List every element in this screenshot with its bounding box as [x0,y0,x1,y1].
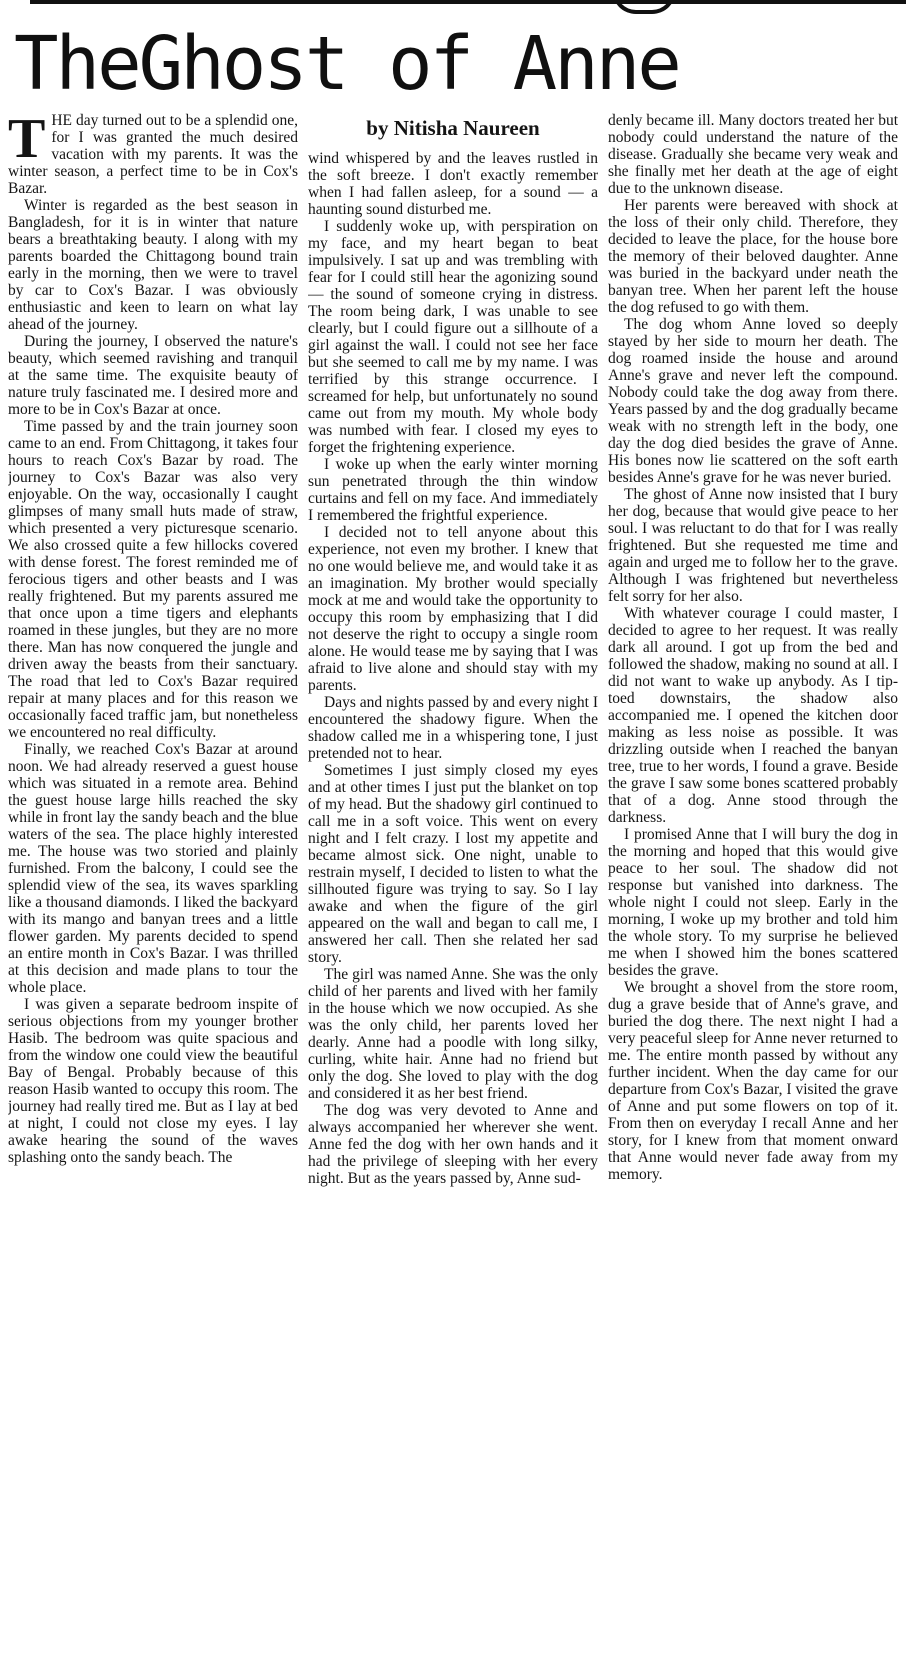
paragraph: I was given a separate bedroom inspite of serious objections from my younger brother Hasib. The bedroom was quite spacious and from the window one could view the beautiful Bay of Bengal. Probably because of this reason Hasib wanted to occupy this room. The journey had really tired me. But as I lay at bed at night, I could not close my eyes. I lay awake hearing the sound of the waves splashing onto the sandy beach. The [8,996,298,1166]
paragraph: Sometimes I just simply closed my eyes and at other times I just put the blanket on top of my head. But the shadowy girl continued to call me in a soft voice. This went on every night and I felt crazy. I lost my appetite and became almost sick. One night, unable to restrain myself, I decided to listen to what the sillhouted figure was trying to say. So I lay awake and when the figure of the girl appeared on the wall and began to call me, I answered her call. Then she related her sad story. [308,762,598,966]
paragraph: Days and nights passed by and every night I encountered the shadowy figure. When the shadow called me in a whispering tone, I just pretended not to hear. [308,694,598,762]
paragraph: denly became ill. Many doctors treated her but nobody could understand the nature of the disease. Gradually she became very weak and she finally met her death at the age of eight due to the unknown disease. [608,112,898,197]
paragraph: Time passed by and the train journey soon came to an end. From Chittagong, it takes four hours to reach Cox's Bazar by road. The journey to Cox's Bazar was also very enjoyable. On the way, occasionally I caught glimpses of many small huts made of straw, which presented a very picturesque scenario. We also crossed quite a few hillocks covered with dense forest. The forest reminded me of ferocious tigers and other beasts and I was really frightened. But my parents assured me that once upon a time tigers and elephants roamed in these jungles, but they are no more there. Man has now conquered the jungle and driven away the beasts from their sanctuary. The road that led to Cox's Bazar required repair at many places and for this reason we occasionally faced traffic jam, but nonetheless we encountered no real difficulty. [8,418,298,741]
column-3 [608,112,898,1652]
headline: TheGhost of Anne [14,21,679,107]
paragraph: The girl was named Anne. She was the only child of her parents and lived with her family in the house which we now occupied. As she was the only child, her parents loved her dearly. Anne had a poodle with long silky, curling, white hair. Anne had no friend but only the dog. She loved to play with the dog and considered it as her best friend. [308,966,598,1102]
paragraph: The dog was very devoted to Anne and always accompanied her wherever she went. Anne fed the dog with her own hands and it had the privilege of sleeping with her every night. But as the years passed by, Anne sud- [308,1102,598,1187]
paragraph: wind whispered by and the leaves rustled in the soft breeze. I don't exactly remember when I had fallen asleep, for a sound — a haunting sound disturbed me. [308,150,598,218]
drop-cap: T [8,112,46,170]
byline: by Nitisha Naureen [366,116,540,140]
paragraph: We brought a shovel from the store room, dug a grave beside that of Anne's grave, and buried the dog there. The next night I had a very peaceful sleep for Anne never returned to me. The entire month passed by without any further incident. When the day came for our departure from Cox's Bazar, I visited the grave of Anne and put some flowers on top of it. From then on everyday I recall Anne and her story, for I knew from that moment onward that Anne would never fade away from my memory. [608,979,898,1183]
paragraph: The ghost of Anne now insisted that I bury her dog, because that would give peace to her soul. I was reluctant to do that for I was really frightened. But she requested me time and again and urged me to follow her to the grave. Although I was frightened but nevertheless felt sorry for her also. [608,486,898,605]
paragraph: I decided not to tell anyone about this experience, not even my brother. I knew that no one would believe me, and would take it as an imagination. My brother would specially mock at me and would take the opportunity to occupy this room by emphasizing that I did not deserve the right to occupy a single room alone. He would tease me by saying that I was afraid to live alone and should stay with my parents. [308,524,598,694]
paragraph: I woke up when the early winter morning sun penetrated through the thin window curtains and fell on my face. And immediately I remembered the frightful experience. [308,456,598,524]
article-columns [8,112,906,1652]
top-rule [30,0,906,4]
paragraph: During the journey, I observed the nature's beauty, which seemed ravishing and tranquil at the same time. The exquisite beauty of nature truly fascinated me. I desired more and more to be in Cox's Bazar at once. [8,333,298,418]
paragraph-text: HE day turned out to be a splendid one, for I was granted the much desired vacation with my parents. It was the winter season, a perfect time to be in Cox's Bazar. [8,112,298,197]
paragraph: I promised Anne that I will bury the dog in the morning and hoped that this would give peace to her soul. The shadow did not response but vanished into darkness. The whole night I could not sleep. Early in the morning, I woke up my brother and told him the whole story. To my surprise he believed me when I showed him the bones scattered besides the grave. [608,826,898,979]
paragraph: Winter is regarded as the best season in Bangladesh, for it is in winter that nature bears a breathtaking beauty. I along with my parents boarded the Chittagong bound train early in the morning, then we were to travel by car to Cox's Bazar. I was obviously enthusiastic and keen to learn on what lay ahead of the journey. [8,197,298,333]
paragraph [8,112,298,197]
top-ornament [612,0,676,14]
paragraph: The dog whom Anne loved so deeply stayed by her side to mourn her death. The dog roamed inside the house and around Anne's grave and never left the compound. Nobody could take the dog away from there. Years passed by and the dog gradually became weak with no strength left in the body, one day the dog died besides the grave of Anne. His bones now lie scattered on the soft earth besides Anne's grave for he was never buried. [608,316,898,486]
column-2 [308,112,598,1652]
paragraph: Her parents were bereaved with shock at the loss of their only child. Therefore, they decided to leave the place, for the house bore the memory of their beloved daughter. Anne was buried in the backyard under neath the banyan tree. When her parent left the house the dog refused to go with them. [608,197,898,316]
column-1 [8,112,298,1652]
paragraph: I suddenly woke up, with perspiration on my face, and my heart began to beat impulsively. I sat up and was trembling with fear for I could still hear the agonizing sound — the sound of someone crying in distress. The room being dark, I was unable to see clearly, but I could figure out a sillhoute of a girl against the wall. I could not see her face but she seemed to call me by my name. I was terrified by this strange occurrence. I screamed for help, but unfortunately no sound came out from my mouth. My whole body was numbed with fear. I closed my eyes to forget the frightening experience. [308,218,598,456]
paragraph: Finally, we reached Cox's Bazar at around noon. We had already reserved a guest house which was situated in a remote area. Behind the guest house large hills reached the sky while in front lay the sandy beach and the blue waters of the sea. The place highly interested me. The house was two storied and plainly furnished. From the balcony, I could see the splendid view of the sea, its waves sparkling like a thousand diamonds. I liked the backyard with its mango and banyan trees and a little flower garden. My parents decided to spend an entire month in Cox's Bazar. I was thrilled at this decision and made plans to tour the whole place. [8,741,298,996]
paragraph: With whatever courage I could master, I decided to agree to her request. It was really dark all around. I got up from the bed and followed the shadow, making no sound at all. I did not want to wake up anybody. As I tip-toed downstairs, the shadow also accompanied me. I opened the kitchen door making as less noise as possible. It was drizzling outside when I reached the banyan tree, true to her words, I found a grave. Beside the grave I saw some bones scattered probably that of a dog. Anne stood through the darkness. [608,605,898,826]
